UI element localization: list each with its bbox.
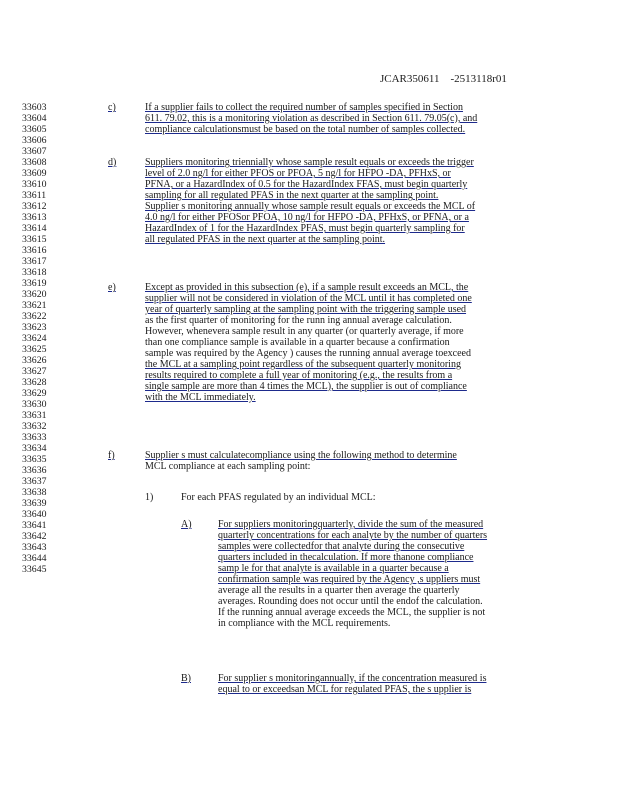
line-number: 33629 xyxy=(22,388,47,399)
section-d-line: 4.0 ng/l for either PFOSor PFOA, 10 ng/l for HFPO -DA, PFHxS, or PFNA, or a xyxy=(145,212,469,223)
section-e-line: sample was required by the Agency ) causes the running annual average toexceed xyxy=(145,348,471,359)
line-number: 33634 xyxy=(22,443,47,454)
section-e-label: e) xyxy=(108,282,116,293)
line-number: 33626 xyxy=(22,355,47,366)
section-d-line: HazardIndex of 1 for the HazardIndex PFAS, must begin quarterly sampling for xyxy=(145,223,465,234)
line-number: 33633 xyxy=(22,432,47,443)
line-number: 33635 xyxy=(22,454,47,465)
line-number: 33623 xyxy=(22,322,47,333)
line-number: 33632 xyxy=(22,421,47,432)
item-A-line: samples were collectedfor that analyte during the consecutive xyxy=(218,541,465,552)
section-e-line: than one compliance sample is available in a quarter because a confirmation xyxy=(145,337,450,348)
section-d-line: sampling for all regulated PFAS in the next quarter at the sampling point. xyxy=(145,190,439,201)
line-number: 33631 xyxy=(22,410,47,421)
section-f-line: MCL compliance at each sampling point: xyxy=(145,461,311,472)
line-number: 33637 xyxy=(22,476,47,487)
line-number: 33630 xyxy=(22,399,47,410)
line-number: 33609 xyxy=(22,168,47,179)
section-e-line: results required to complete a full year of monitoring (e.g., the results from a xyxy=(145,370,453,381)
line-number: 33638 xyxy=(22,487,47,498)
line-number: 33625 xyxy=(22,344,47,355)
line-number: 33636 xyxy=(22,465,47,476)
line-number: 33611 xyxy=(22,190,47,201)
item-A-line: quarters included in thecalculation. If more thanone compliance xyxy=(218,552,474,563)
line-number: 33642 xyxy=(22,531,47,542)
section-d-line: Suppliers monitoring triennially whose sample result equals or exceeds the trigger xyxy=(145,157,474,168)
line-number: 33618 xyxy=(22,267,47,278)
line-number: 33603 xyxy=(22,102,47,113)
line-number: 33621 xyxy=(22,300,47,311)
line-number: 33641 xyxy=(22,520,47,531)
item-A-line: average all the results in a quarter then average the quarterly xyxy=(218,585,460,596)
section-d-label: d) xyxy=(108,157,117,168)
section-e-line: However, whenevera sample result in any quarter (or quarterly average, if more xyxy=(145,326,464,337)
line-number: 33624 xyxy=(22,333,47,344)
line-number: 33614 xyxy=(22,223,47,234)
section-e-line: year of quarterly sampling at the sampling point with the triggering sample used xyxy=(145,304,467,315)
document-header: JCAR350611 -2513118r01 xyxy=(380,73,507,85)
section-c-line: If a supplier fails to collect the required number of samples specified in Section xyxy=(145,102,463,113)
section-d-line: PFNA, or a HazardIndex of 0.5 for the HazardIndex FFAS, must begin quarterly xyxy=(145,179,468,190)
item-A-line: averages. Rounding does not occur until the endof the calculation. xyxy=(218,596,483,607)
line-number: 33628 xyxy=(22,377,47,388)
section-e-line: supplier will not be considered in violation of the MCL until it has completed one xyxy=(145,293,472,304)
line-number: 33605 xyxy=(22,124,47,135)
section-e-line: Except as provided in this subsection (e), if a sample result exceeds an MCL, the xyxy=(145,282,469,293)
section-c-line: compliance calculationsmust be based on the total number of samples collected. xyxy=(145,124,466,135)
line-number: 33613 xyxy=(22,212,47,223)
line-number: 33610 xyxy=(22,179,47,190)
section-c-line: 611. 79.02, this is a monitoring violation as described in Section 611. 79.05(c), and xyxy=(145,113,478,124)
line-number: 33619 xyxy=(22,278,47,289)
item-A-line: confirmation sample was required by the Agency ,s uppliers must xyxy=(218,574,481,585)
line-number: 33643 xyxy=(22,542,47,553)
line-number: 33639 xyxy=(22,498,47,509)
item-A-label: A) xyxy=(181,519,192,530)
line-number: 33608 xyxy=(22,157,47,168)
line-number: 33606 xyxy=(22,135,47,146)
section-d-line: all regulated PFAS in the next quarter at the sampling point. xyxy=(145,234,386,245)
line-number: 33607 xyxy=(22,146,47,157)
item-A-line: in compliance with the MCL requirements. xyxy=(218,618,391,629)
line-number: 33604 xyxy=(22,113,47,124)
section-f-line: Supplier s must calculatecompliance using the following method to determine xyxy=(145,450,457,461)
line-number: 33617 xyxy=(22,256,47,267)
line-number: 33644 xyxy=(22,553,47,564)
item-A-line: samp le for that analyte is available in a quarter because a xyxy=(218,563,449,574)
section-f-label: f) xyxy=(108,450,115,461)
line-number: 33615 xyxy=(22,234,47,245)
item-B-line: For supplier s monitoringannually, if the concentration measured is xyxy=(218,673,487,684)
item-B-line: equal to or exceedsan MCL for regulated PFAS, the s upplier is xyxy=(218,684,472,695)
line-number: 33645 xyxy=(22,564,47,575)
item-1-label: 1) xyxy=(145,492,154,503)
line-number: 33620 xyxy=(22,289,47,300)
section-d-line: Supplier s monitoring annually whose sample result equals or exceeds the MCL of xyxy=(145,201,476,212)
line-number: 33616 xyxy=(22,245,47,256)
item-1-text: For each PFAS regulated by an individual MCL: xyxy=(181,492,376,503)
line-number: 33622 xyxy=(22,311,47,322)
line-number: 33612 xyxy=(22,201,47,212)
line-number: 33640 xyxy=(22,509,47,520)
section-e-line: with the MCL immediately. xyxy=(145,392,256,403)
item-A-line: If the running annual average exceeds the MCL, the supplier is not xyxy=(218,607,486,618)
section-c-label: c) xyxy=(108,102,116,113)
section-e-line: as the first quarter of monitoring for the runn ing annual average calculation. xyxy=(145,315,452,326)
section-e-line: the MCL at a sampling point regardless of the subsequent quarterly monitoring xyxy=(145,359,461,370)
item-A-line: quarterly concentrations for each analyte by the number of quarters xyxy=(218,530,488,541)
item-A-line: For suppliers monitoringquarterly, divide the sum of the measured xyxy=(218,519,484,530)
item-B-label: B) xyxy=(181,673,191,684)
line-number: 33627 xyxy=(22,366,47,377)
section-e-line: single sample are more than 4 times the MCL), the supplier is out of compliance xyxy=(145,381,467,392)
section-d-line: level of 2.0 ng/l for either PFOS or PFOA, 5 ng/l for HFPO -DA, PFHxS, or xyxy=(145,168,451,179)
